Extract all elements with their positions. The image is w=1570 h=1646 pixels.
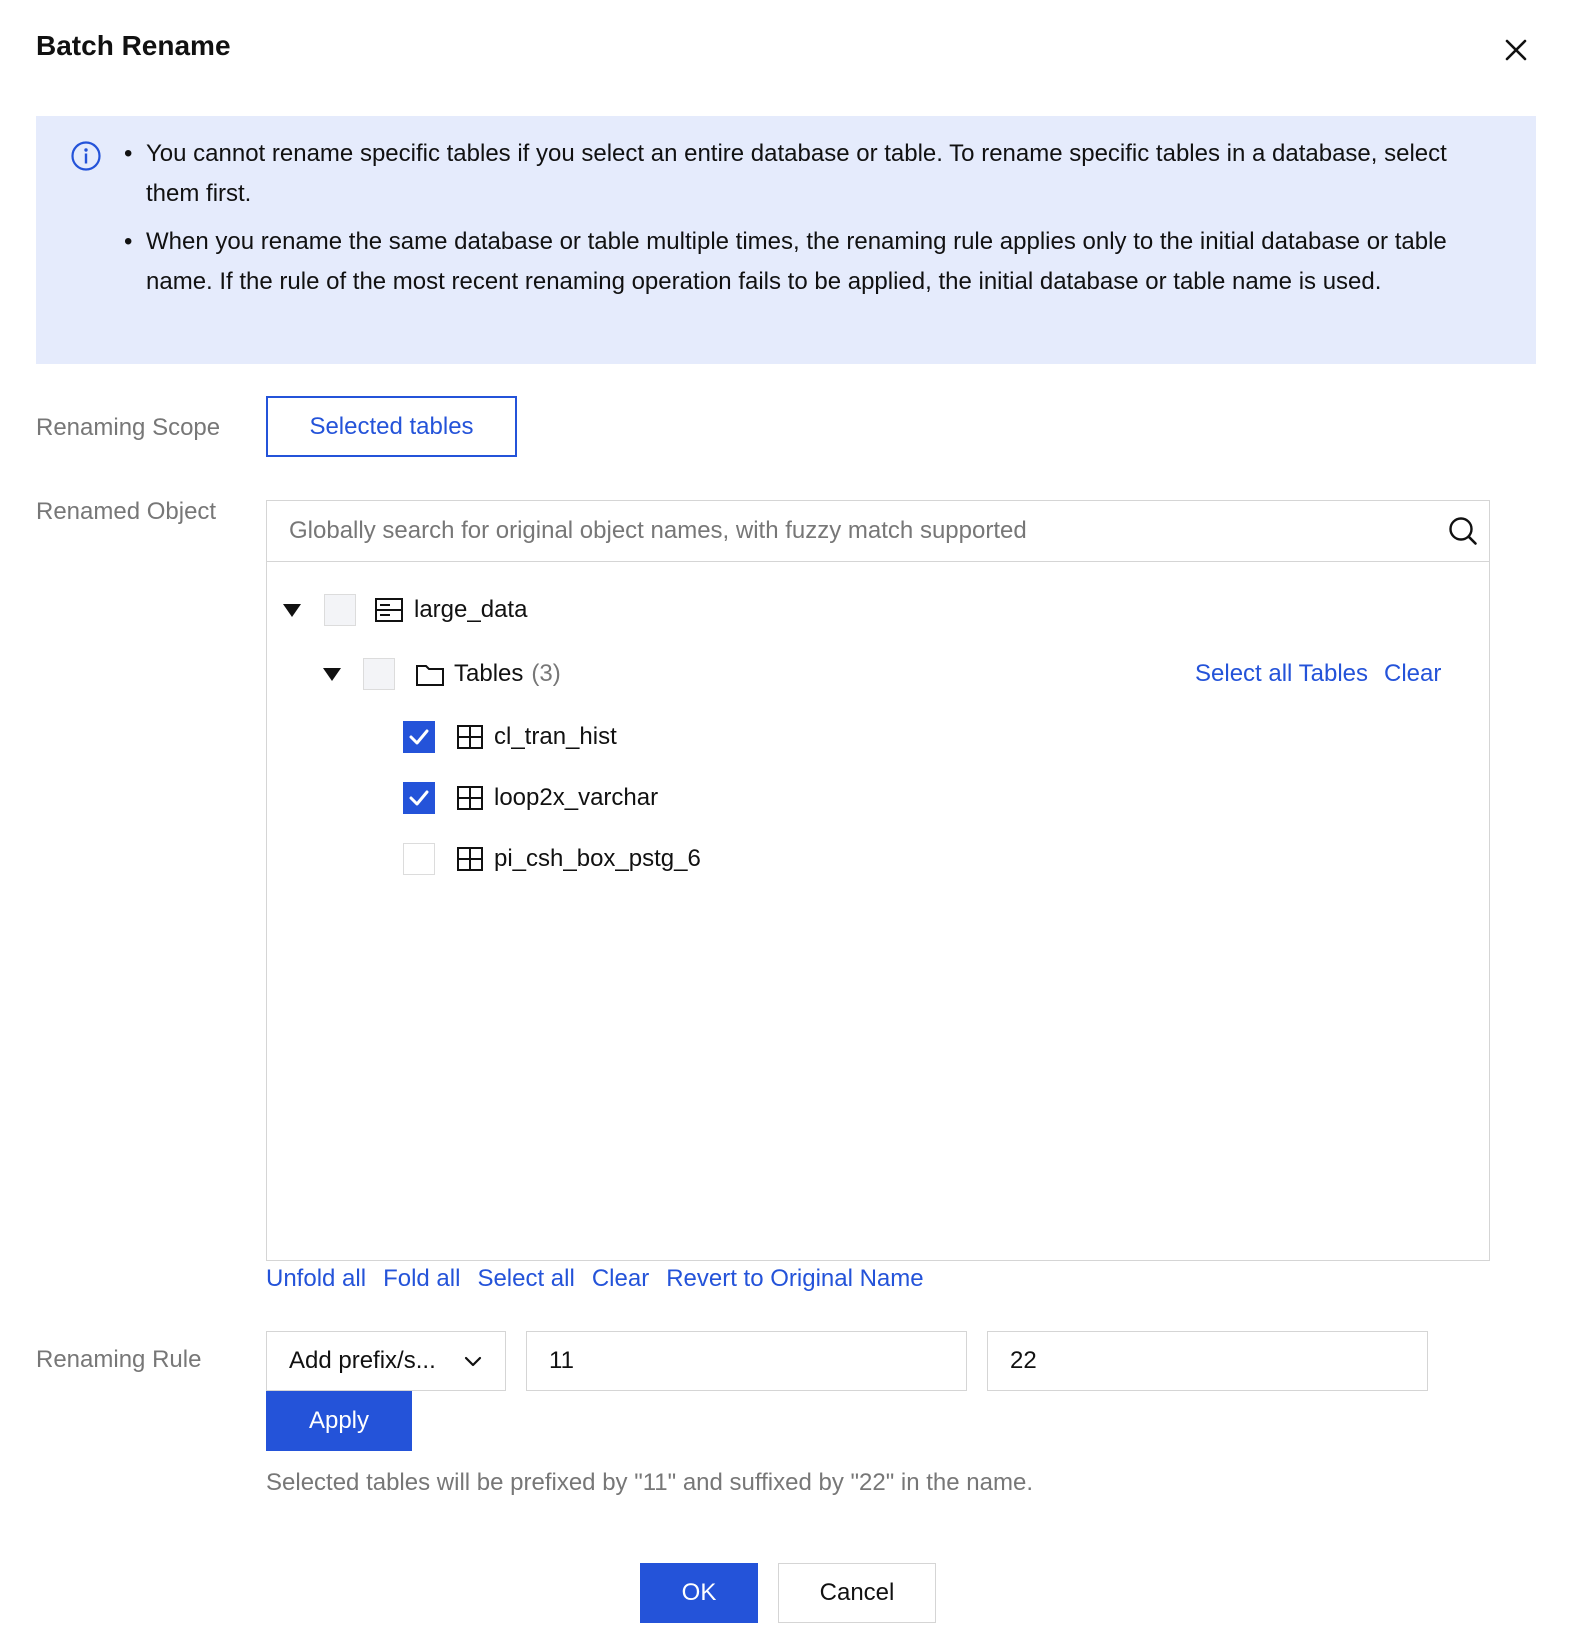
caret-down-icon[interactable] — [283, 604, 301, 617]
renaming-scope-label: Renaming Scope — [36, 414, 221, 441]
prefix-input[interactable] — [526, 1331, 967, 1391]
revert-to-original-link[interactable]: Revert to Original Name — [666, 1265, 924, 1292]
table-icon — [455, 722, 485, 752]
table-icon — [455, 783, 485, 813]
select-all-link[interactable]: Select all — [477, 1265, 575, 1292]
renamed-object-label: Renamed Object — [36, 498, 217, 525]
caret-down-icon[interactable] — [323, 668, 341, 681]
selected-tables-button[interactable]: Selected tables — [266, 396, 517, 457]
tree-node-table — [403, 839, 701, 879]
folder-count: (3) — [531, 660, 561, 687]
chevron-down-icon — [463, 1352, 483, 1372]
table-name[interactable]: cl_tran_hist — [494, 723, 617, 750]
rule-type-select[interactable] — [266, 1331, 506, 1391]
clear-tables-link[interactable]: Clear — [1384, 660, 1442, 687]
folder-icon — [415, 659, 445, 689]
info-icon — [70, 140, 102, 172]
notice-banner — [36, 116, 1536, 364]
checkmark-icon — [408, 726, 430, 748]
rule-hint: Selected tables will be prefixed by "11" and suffixed by "22" in the name. — [266, 1469, 1033, 1496]
search-input[interactable] — [267, 501, 1417, 561]
search-box — [266, 500, 1490, 562]
cancel-button[interactable]: Cancel — [778, 1563, 936, 1623]
folder-links — [1195, 654, 1441, 694]
tree-node-table — [403, 717, 617, 757]
notice-list — [124, 134, 1494, 310]
select-all-tables-link[interactable]: Select all Tables — [1195, 660, 1368, 687]
table-name[interactable]: pi_csh_box_pstg_6 — [494, 845, 701, 872]
table-name[interactable]: loop2x_varchar — [494, 784, 659, 811]
notice-item: • When you rename the same database or table multiple times, the renaming rule applies only to the initial database or table name. If the rule of the most recent renaming operation fails to be applied, the initial database or table name is used. — [124, 222, 1494, 302]
table-checkbox-checked[interactable] — [403, 721, 435, 753]
checkmark-icon — [408, 787, 430, 809]
tree-action-links — [266, 1265, 924, 1293]
rule-type-value: Add prefix/s... — [289, 1347, 436, 1374]
database-icon — [374, 595, 404, 625]
database-name[interactable]: large_data — [414, 596, 528, 623]
ok-button[interactable]: OK — [640, 1563, 758, 1623]
tree-node-database — [283, 590, 527, 630]
table-checkbox-checked[interactable] — [403, 782, 435, 814]
object-tree — [266, 561, 1490, 1261]
table-checkbox[interactable] — [403, 843, 435, 875]
notice-item: • You cannot rename specific tables if you select an entire database or table. To rename specific tables in a database, select them first. — [124, 134, 1494, 214]
folder-name[interactable]: Tables — [454, 660, 524, 687]
renaming-rule-label: Renaming Rule — [36, 1346, 202, 1373]
search-icon[interactable] — [1447, 515, 1479, 547]
close-icon — [1505, 39, 1527, 61]
fold-all-link[interactable]: Fold all — [383, 1265, 461, 1292]
apply-button[interactable]: Apply — [266, 1391, 412, 1451]
unfold-all-link[interactable]: Unfold all — [266, 1265, 367, 1292]
tree-node-folder — [323, 654, 561, 694]
clear-link[interactable]: Clear — [591, 1265, 650, 1292]
tree-node-table — [403, 778, 658, 818]
suffix-input[interactable] — [987, 1331, 1428, 1391]
table-icon — [455, 844, 485, 874]
dialog-title: Batch Rename — [36, 30, 231, 61]
folder-checkbox[interactable] — [363, 658, 395, 690]
close-button[interactable] — [1500, 34, 1532, 66]
database-checkbox[interactable] — [324, 594, 356, 626]
